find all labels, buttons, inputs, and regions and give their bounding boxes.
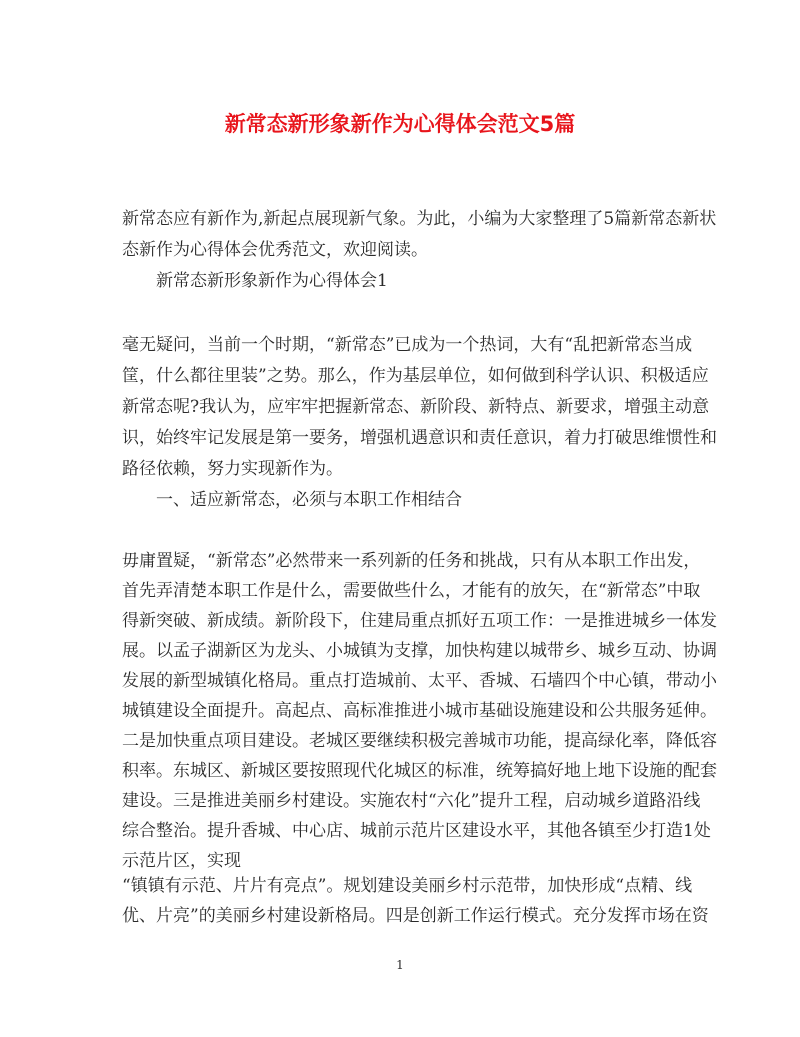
- text-line: 筐，什么都往里装”之势。那么，作为基层单位，如何做到科学认识、积极适应: [122, 366, 709, 386]
- text-line: 识，始终牢记发展是第一要务，增强机遇意识和责任意识，着力打破思维惯性和: [122, 428, 717, 448]
- paragraph-1: [122, 330, 717, 516]
- text-line: 展。以孟子湖新区为龙头、小城镇为支撑，加快构建以城带乡、城乡互动、协调: [122, 641, 717, 661]
- section-heading: 新常态新形象新作为心得体会1: [156, 271, 388, 291]
- text-line: 新常态呢?我认为，应牢牢把握新常态、新阶段、新特点、新要求，增强主动意: [122, 397, 710, 417]
- text-line: “镇镇有示范、片片有亮点”。规划建设美丽乡村示范带，加快形成“点精、线: [122, 876, 693, 896]
- text-line: 首先弄清楚本职工作是什么，需要做些什么，才能有的放矢，在“新常态”中取: [122, 581, 701, 601]
- text-line: 综合整治。提升香城、中心店、城前示范片区建设水平，其他各镇至少打造1处: [122, 821, 711, 841]
- text-line: 得新突破、新成绩。新阶段下，住建局重点抓好五项工作：一是推进城乡一体发: [122, 611, 717, 631]
- text-line: 建设。三是推进美丽乡村建设。实施农村“六化”提升工程，启动城乡道路沿线: [122, 791, 701, 811]
- page-number: 1: [396, 958, 404, 972]
- text-line: 优、片亮”的美丽乡村建设新格局。四是创新工作运行模式。充分发挥市场在资: [122, 906, 709, 926]
- text-line: 毋庸置疑，“新常态”必然带来一系列新的任务和挑战，只有从本职工作出发，: [122, 551, 701, 571]
- text-line: 毫无疑问，当前一个时期，“新常态”已成为一个热词，大有“乱把新常态当成: [122, 335, 693, 355]
- section-heading: 一、适应新常态，必须与本职工作相结合: [156, 490, 462, 510]
- text-line: 示范片区，实现: [122, 851, 241, 871]
- document-title: 新常态新形象新作为心得体会范文5篇: [224, 112, 576, 136]
- text-line: 态新作为心得体会优秀范文，欢迎阅读。: [122, 240, 428, 260]
- paragraph-2: [122, 546, 717, 931]
- intro-paragraph: [122, 204, 717, 297]
- text-line: 积率。东城区、新城区要按照现代化城区的标准，统筹搞好地上地下设施的配套: [122, 761, 717, 781]
- text-line: 新常态应有新作为,新起点展现新气象。为此，小编为大家整理了5篇新常态新状: [122, 209, 717, 229]
- text-line: 发展的新型城镇化格局。重点打造城前、太平、香城、石墙四个中心镇，带动小: [122, 671, 717, 691]
- text-line: 路径依赖，努力实现新作为。: [122, 459, 343, 479]
- text-line: 城镇建设全面提升。高起点、高标准推进小城市基础设施建设和公共服务延伸。: [122, 701, 717, 721]
- text-line: 二是加快重点项目建设。老城区要继续积极完善城市功能，提高绿化率，降低容: [122, 731, 717, 751]
